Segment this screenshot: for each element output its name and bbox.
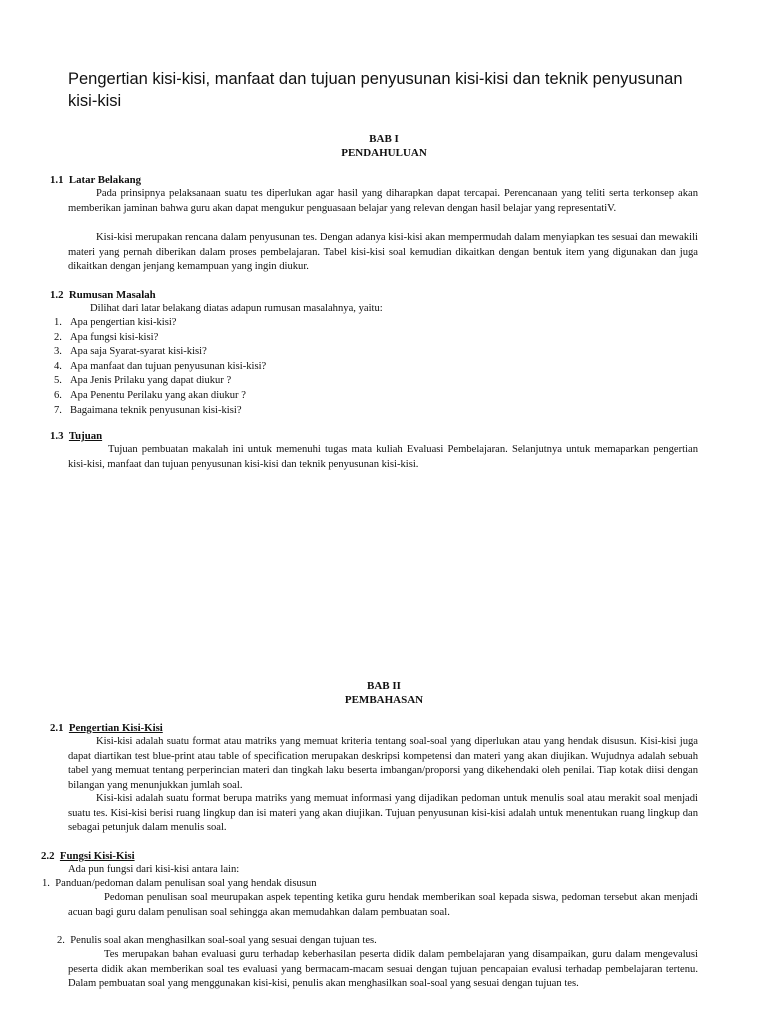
section-number: 2.1 [50,722,64,734]
section-number: 1.3 [50,430,64,442]
list-item: 4. Apa manfaat dan tujuan penyusunan kisi-kisi? [54,360,267,372]
bab1-title: PENDAHULUAN [341,147,427,159]
item-title: Panduan/pedoman dalam penulisan soal yang hendak disusun [55,878,317,889]
section-heading-2-1 [50,721,163,735]
function-item-1 [42,877,682,892]
paragraph: Dilihat dari latar belakang diatas adapun rumusan masalahnya, yaitu: [90,303,383,314]
list-item: 5. Apa Jenis Prilaku yang dapat diukur ? [54,375,232,387]
paragraph: Kisi-kisi merupakan rencana dalam penyusunan tes. Dengan adanya kisi-kisi akan mempermudah dalam menyiapkan tes sesuai dan mewakili materi yang pernah diberikan dalam proses pembelajaran. Tabel kisi-kisi soal kemudian dikaitkan dengan bentuk item yang digunakan dan juga dikaitkan dengan jenjang kemampuan yang ingin diukur. [68,232,698,273]
problem-list [54,316,654,418]
section-number: 2.2 [41,850,55,862]
section-title: Rumusan Masalah [68,289,156,301]
section-title: Latar Belakang [68,174,141,186]
list-item: 3. Apa saja Syarat-syarat kisi-kisi? [54,346,207,358]
bab1-label: BAB I [369,133,399,145]
section-number: 1.1 [50,174,64,186]
paragraph: Kisi-kisi adalah suatu format atau matriks yang memuat kriteria tentang soal-soal yang diperlukan atau yang hendak disusun. Kisi-kisi juga dapat diartikan test blue-print atau table of specification merupakan deskripsi kompetensi dan materi yang akan diujikan. Wujudnya adalah sebuah tabel yang memuat tentang perperincian materi dan tingkah laku beserta imbangan/proporsi yang dikehendaki oleh penilai. Tiap kotak diisi dengan bilangan yang menunjukkan jumlah soal. [68,736,698,791]
section-heading-1-1 [50,173,141,187]
function-item-2 [57,934,697,949]
bab2-label: BAB II [367,680,401,692]
list-item: 1. Apa pengertian kisi-kisi? [54,317,177,328]
document-title: Pengertian kisi-kisi, manfaat dan tujuan penyusunan kisi-kisi dan teknik penyusunan kisi-kisi [68,70,683,110]
paragraph: Tes merupakan bahan evaluasi guru terhadap keberhasilan peserta didik dalam pembelajaran yang disampaikan, guru dalam mengevalusi peserta didik akan memberikan soal tes evaluasi yang bermacam-macam sesuai dengan tujuan pencapaian evalusi terhadap pembelajaran tertenu. Dalam pembuatan soal yang menggunakan kisi-kisi, penulis akan menghasilkan soal-soal yang sesuai dengan tujuan tes. [68,949,698,990]
paragraph: Kisi-kisi adalah suatu format berupa matriks yang memuat informasi yang dijadikan pedoman untuk menulis soal atau merakit soal menjadi suatu tes. Kisi-kisi berisi ruang lingkup dan isi materi yang akan diujikan. Tujuan penyusunan kisi-kisi adalah untuk menentukan ruang lingkup dan sebagai petunjuk dalam menulis soal. [68,793,698,834]
paragraph: Ada pun fungsi dari kisi-kisi antara lain: [68,864,240,875]
paragraph: Pedoman penulisan soal meurupakan aspek tepenting ketika guru hendak memberikan soal kepada siswa, pedoman tersebut akan menjadi acuan bagi guru dalam penulisan soal sehingga akan memudahkan dalam pembuatan soal. [68,892,698,918]
item-number: 2. [57,935,65,946]
list-item: 7. Bagaimana teknik penyusunan kisi-kisi? [54,404,242,416]
section-title: Tujuan [68,430,103,442]
item-title: Penulis soal akan menghasilkan soal-soal yang sesuai dengan tujuan tes. [70,935,377,946]
section-heading-1-3 [50,429,102,443]
bab2-title: PEMBAHASAN [344,694,424,706]
paragraph: Tujuan pembuatan makalah ini untuk memenuhi tugas mata kuliah Evaluasi Pembelajaran. Selanjutnya untuk memaparkan pengertian kisi-kisi, manfaat dan tujuan penyusunan kisi-kisi dan teknik penyusunan kisi-kisi. [68,444,698,470]
list-item: 2. Apa fungsi kisi-kisi? [54,331,159,343]
section-number: 1.2 [50,289,64,301]
section-heading-1-2 [50,288,156,302]
paragraph: Pada prinsipnya pelaksanaan suatu tes diperlukan agar hasil yang diharapkan dapat tercapai. Perencanaan yang teliti serta terkonsep akan memberikan jaminan bahwa guru akan dapat mengukur penguasaan belajar yang relevan dengan hasil belajar yang representatiV. [68,188,698,214]
section-heading-2-2 [41,849,135,863]
list-item: 6. Apa Penentu Perilaku yang akan diukur ? [54,389,246,401]
item-number: 1. [42,878,50,889]
section-title: Fungsi Kisi-Kisi [59,850,135,862]
section-title: Pengertian Kisi-Kisi [68,722,163,734]
